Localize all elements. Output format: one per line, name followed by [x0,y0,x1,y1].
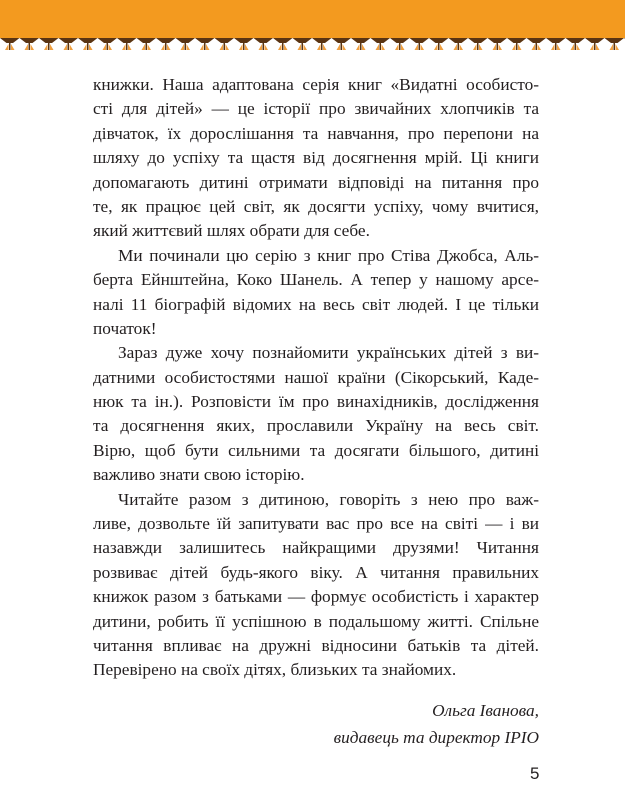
signature-name: Ольга Іванова, [432,701,539,720]
ornament-motif [254,38,274,50]
page-number: 5 [530,764,540,783]
ornament-motif [312,38,332,50]
text-line: читання впливає на дружні відносини батьків та дітей. [93,635,539,655]
ornament-motif [195,38,215,50]
ornament-motif [410,38,430,50]
ornament-motif [215,38,235,50]
ornament-motif [390,38,410,50]
paragraph [93,488,539,683]
ornament-motif [527,38,547,50]
ornament-motif [488,38,508,50]
text-line: нюк та ін.). Розповісти їм про винахідників, дослідження [93,392,539,412]
ornament-motif [371,38,391,50]
ornament-motif [546,38,566,50]
ornament-motif [273,38,293,50]
text-line: допомагають дитині отримати відповіді на питання про [93,172,539,192]
body-text [93,73,539,683]
text-line: та досягнення яких, прославили Україну на весь світ. [93,416,539,436]
text-line: який життєвий шлях обрати для себе. [93,221,370,241]
ornament-motif [605,38,625,50]
ornament-motif [351,38,371,50]
ornament-border [0,38,625,52]
text-line: дівчаток, їх дорослішання та навчання, про перепони на [93,123,539,143]
text-line: книжки. Наша адаптована серія книг «Видатні особисто- [93,75,539,94]
text-line: те, як працює цей світ, як досягти успіху, чому вчитися, [93,196,539,216]
ornament-motif [20,38,40,50]
text-line: важливо знати свою історію. [93,465,305,485]
ornament-motif [0,38,20,50]
ornament-motif [98,38,118,50]
text-line: ливе, дозвольте їй запитувати вас про все на світі — і ви [93,514,539,534]
header-band [0,0,625,38]
ornament-motif [156,38,176,50]
text-line: назавжди залишитесь найкращими друзями! Читання [93,538,539,558]
ornament-motif [585,38,605,50]
text-line: Читайте разом з дитиною, говоріть з нею про важ- [118,489,539,509]
text-line: Вірю, щоб бути сильними та досягати більшого, дитині [93,440,539,460]
ornament-motif [332,38,352,50]
signature-title: видавець та директор ІРІО [333,728,539,747]
ornament-motif [468,38,488,50]
text-line: сті для дітей» — це історії про звичайних хлопчиків та [93,99,539,119]
text-line: шляху до успіху та щастя від досягнення мрій. Ці книги [93,148,539,168]
text-line: книжок разом з батьками — формує особистість і характер [93,587,539,607]
ornament-motif [59,38,79,50]
ornament-motif [449,38,469,50]
text-line: розвиває дітей будь-якого віку. А читання правильних [93,562,539,582]
text-line: Перевірено на своїх дітях, близьких та знайомих. [93,660,457,680]
ornament-motif [117,38,137,50]
paragraph [93,341,539,487]
ornament-motif [78,38,98,50]
text-line: налі 11 біографій відомих на весь світ людей. І це тільки [93,294,539,314]
text-line: Зараз дуже хочу познайомити українських дітей з ви- [118,343,539,363]
text-line: Ми починали цю серію з книг про Стіва Джобса, Аль- [118,245,539,265]
ornament-motif [176,38,196,50]
text-line: початок! [93,318,157,338]
ornament-motif [234,38,254,50]
ornament-motif [429,38,449,50]
paragraph [93,73,539,244]
ornament-motif [39,38,59,50]
ornament-motif [293,38,313,50]
ornament-motif [137,38,157,50]
paragraph [93,244,539,342]
text-line: дитини, робить її успішною в подальшому житті. Спільне [93,611,539,631]
ornament-motif [507,38,527,50]
text-line: датними особистостями нашої країни (Сікорський, Каде- [93,367,539,387]
signature [334,697,539,751]
ornament-motif [566,38,586,50]
text-line: берта Ейнштейна, Коко Шанель. А тепер у нашому арсе- [93,270,539,290]
